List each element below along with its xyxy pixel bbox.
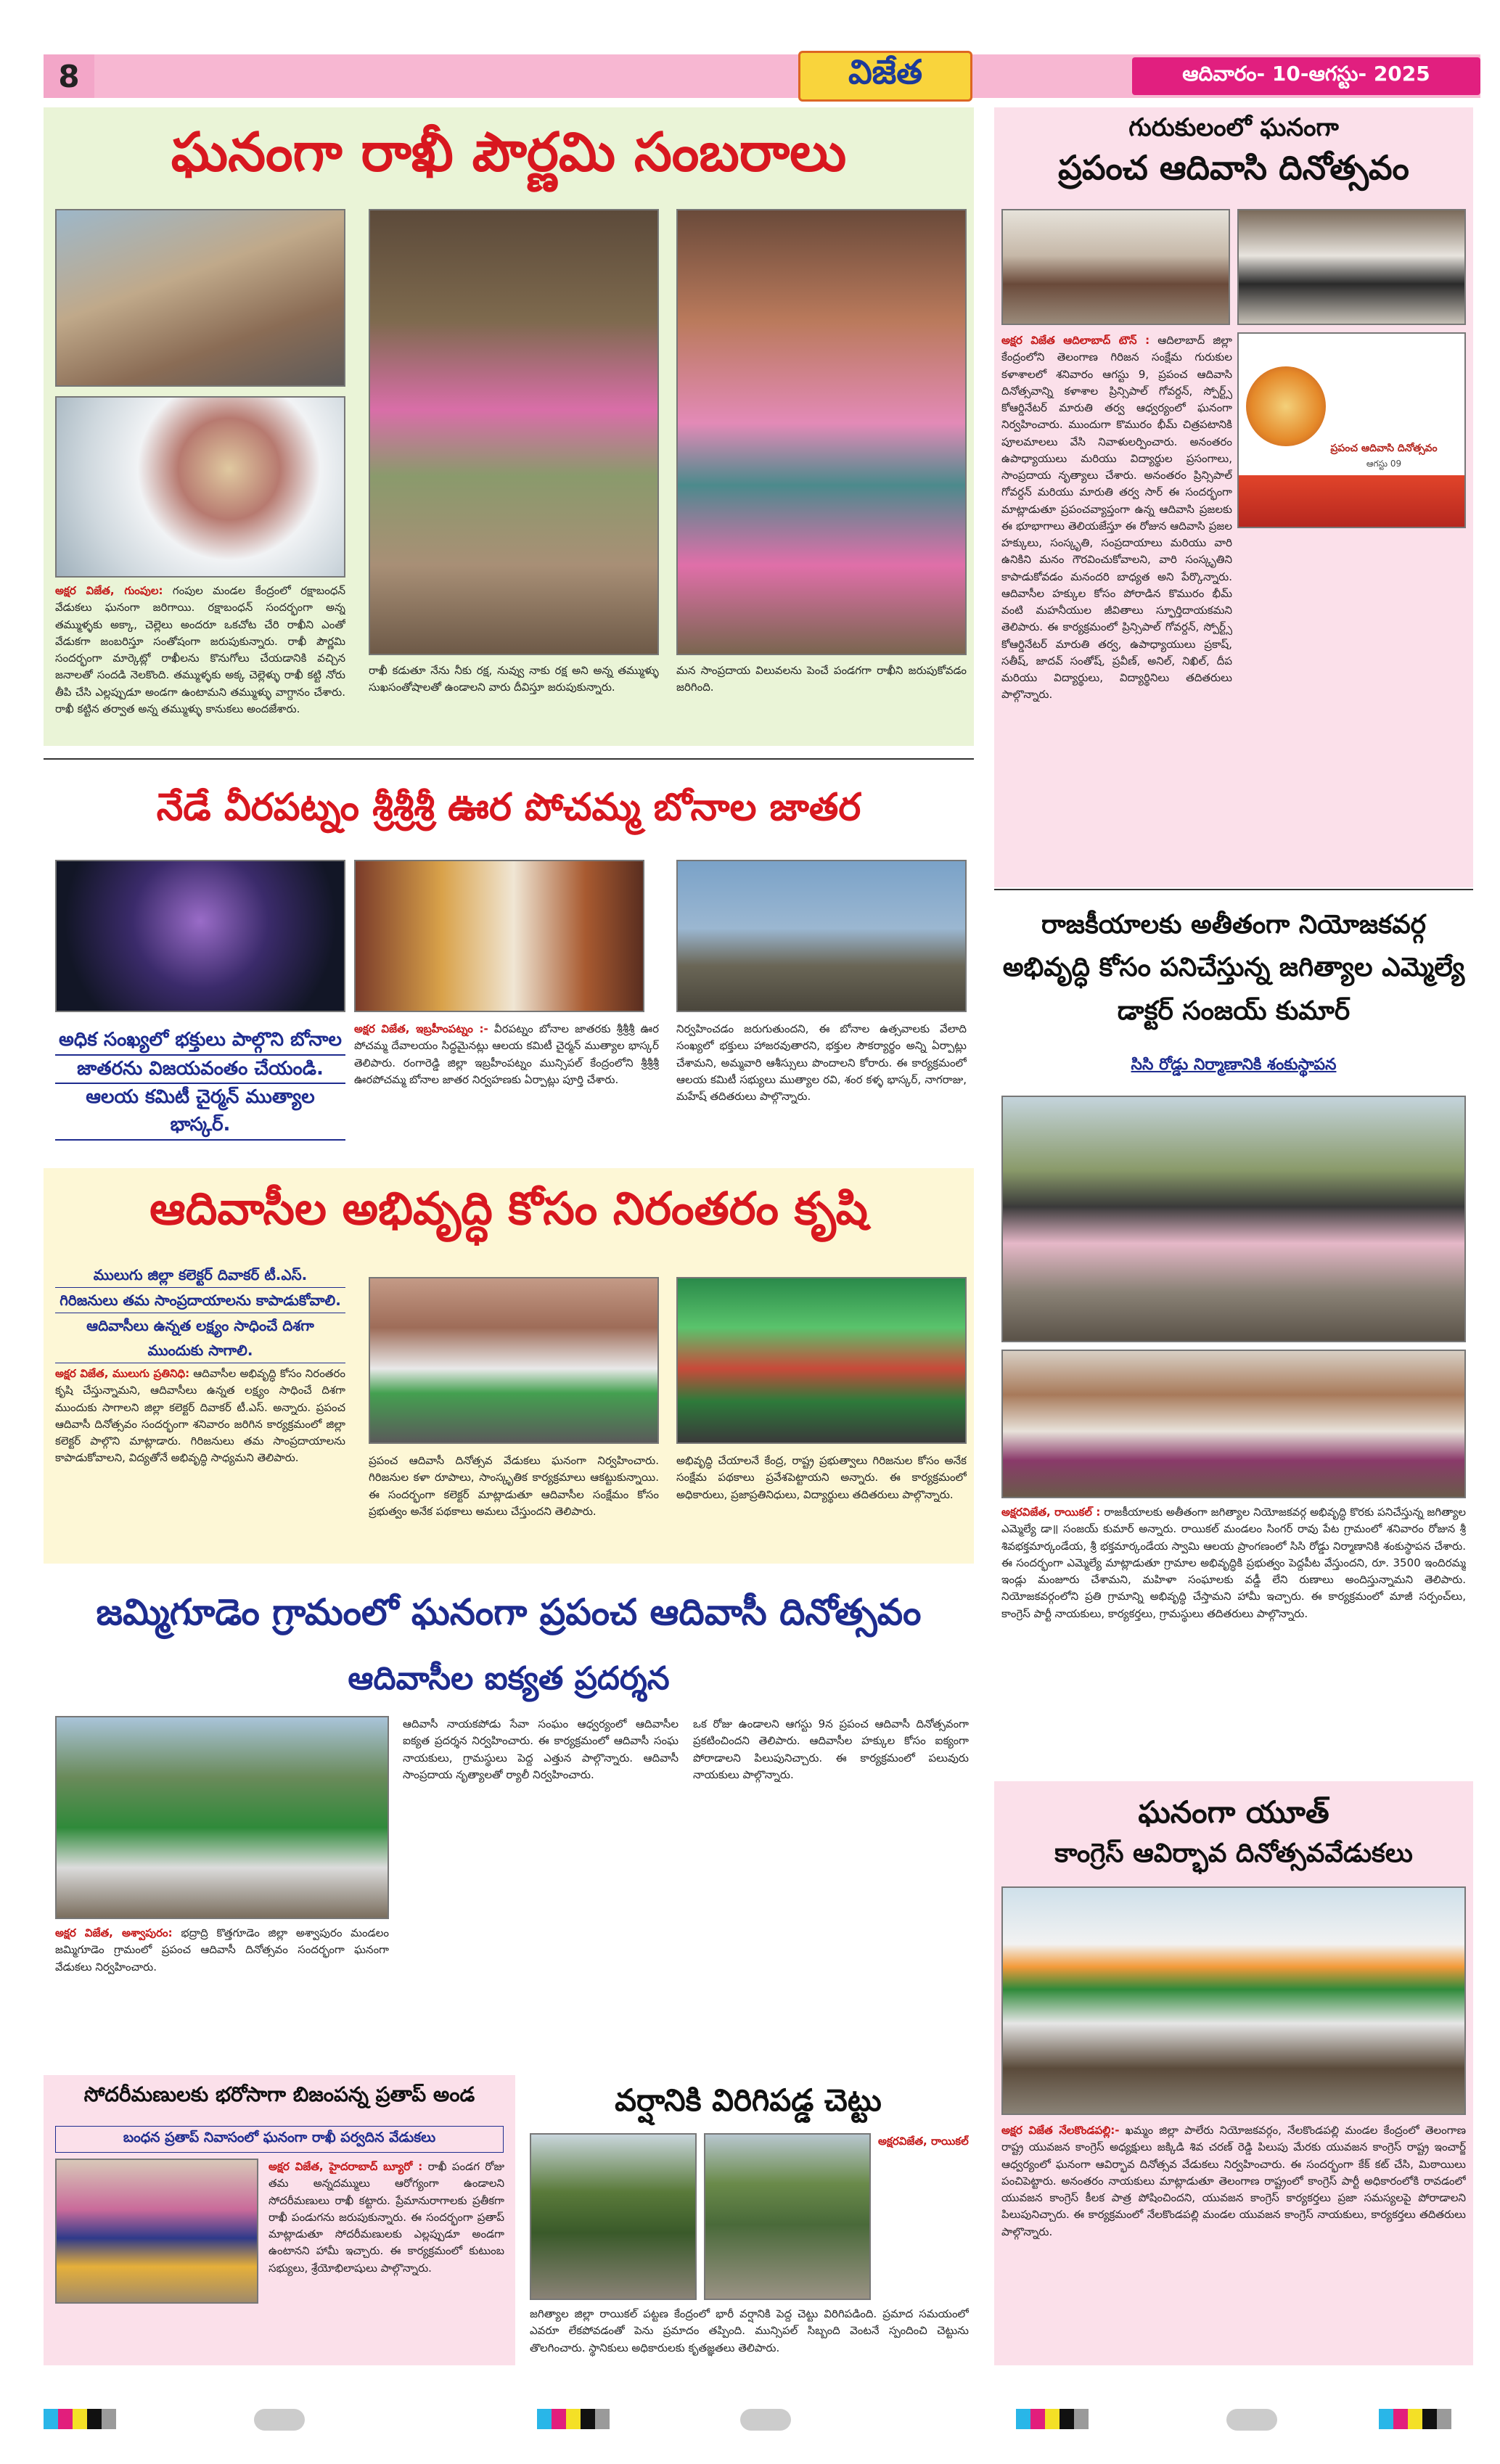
gurukulam-body [1001, 332, 1232, 880]
adivasi-dev-headline: ఆదివాసీల అభివృద్ధి కోసం నిరంతరం కృషి [149, 1182, 868, 1235]
bonalu-caption-line-1: అధిక సంఖ్యలో భక్తులు పాల్గొని బోనాల [55, 1027, 345, 1056]
bonalu-caption-line-2: జాతరను విజయవంతం చేయండి. [55, 1056, 345, 1085]
sodari-dateline: అక్షర విజేత, హైదరాబాద్ బ్యూరో : [269, 2160, 423, 2173]
jammigudem-body-text: భద్రాద్రి కొత్తగూడెం జిల్లా అశ్వాపురం మండలం జమ్మిగూడెం గ్రామంలో ప్రపంచ ఆదివాసీ దినోత్సవం సందర్భంగా ఘనంగా వేడుకలు నిర్వహించారు. [55, 1926, 389, 1974]
tree-headline: వర్షానికి విరిగిపడ్డ చెట్టు [615, 2082, 882, 2118]
jammigudem-body-col3: ఒక రోజు ఉండాలని ఆగస్టు 9న ప్రపంచ ఆదివాసీ దినోత్సవంగా ప్రకటించిందని తెలిపారు. ఆదివాసీల హక్కుల కోసం ఐక్యంగా పోరాడాలని పిలుపునిచ్చారు. ఈ కార్యక్రమంలో పలువురు నాయకులు పాల్గొన్నారు. [693, 1717, 969, 1781]
adivasi-dev-photo-dance [676, 1277, 967, 1444]
color-bar-4 [1379, 2409, 1451, 2432]
rakhi-body-col3: మన సాంప్రదాయ విలువలను పెంచే పండగగా రాఖీని జరుపుకోవడం జరిగింది. [676, 664, 967, 694]
rakhi-body-col2: రాఖీ కడుతూ నేను నీకు రక్ష, నువ్వు నాకు రక్ష అని అన్న తమ్ముళ్ళు సుఖసంతోషాలతో ఉండాలని వారు దీవిస్తూ జరుపుకున్నారు. [369, 664, 659, 694]
registration-pill [254, 2409, 305, 2431]
youth-article [994, 1781, 1473, 2365]
sodari-article [44, 2075, 515, 2365]
adivasi-dev-body-text: ఆదివాసీల అభివృద్ధి కోసం నిరంతరం కృషి చేస్తున్నామని, ఆదివాసీలు ఉన్నత లక్ష్యం సాధించే దిశగా ముందుకు సాగాలని జిల్లా కలెక్టర్ దివాకర్ టీ.ఎస్. అన్నారు. ప్రపంచ ఆదివాసీ దినోత్సవం సందర్భంగా శనివారం జరిగిన కార్యక్రమంలో జిల్లా కలెక్టర్ పాల్గొని మాట్లాడారు. గిరిజనులు తమ సాంప్రదాయాలను కాపాడుకోవాలని, విద్యతోనే అభివృద్ధి సాధ్యమని తెలిపారు. [55, 1367, 345, 1465]
rakhi-article [44, 107, 974, 746]
divider [994, 889, 1473, 890]
gurukulam-photo-banner [1237, 332, 1466, 528]
rakhi-dateline: అక్షర విజేత, గుంపుల: [55, 584, 163, 597]
jammigudem-article [44, 1571, 974, 2075]
bonalu-headline: నేడే వీరపట్నం శ్రీశ్రీశ్రీ ఊర పోచమ్మ బోనాల జాతర [156, 786, 861, 829]
bonalu-caption-line-3: ఆలయ కమిటీ చైర్మన్ ముత్యాల భాస్కర్. [55, 1084, 345, 1140]
gurukulam-headline-1: గురుకులంలో ఘనంగా [1128, 113, 1339, 142]
color-bar-1 [44, 2409, 116, 2432]
sodari-body [269, 2159, 504, 2358]
color-bar-3 [1016, 2409, 1089, 2432]
gurukulam-headline-2: ప్రపంచ ఆదివాసి దినోత్సవం [1058, 148, 1409, 187]
youth-body-text: ఖమ్మం జిల్లా పాలేరు నియోజకవర్గం, నేలకొండపల్లి మండల కేంద్రంలో తెలంగాణ రాష్ట్ర యువజన కాంగ్రెస్ అధ్యక్షులు జక్కిడి శివ చరణ్ రెడ్డి పిలుపు మేరకు యువజన కాంగ్రెస్ రాష్ట్ర ఇంచార్జ్ ఆధ్వర్యంలో ఘనంగా ఆవిర్భావ దినోత్సవ వేడుకలు నిర్వహించారు. ఈ సందర్భంగా కేక్ కట్ చేసి, మిఠాయిలు పంచిపెట్టారు. అనంతరం నాయకులు మాట్లాడుతూ తెలంగాణ రాష్ట్రంలో కాంగ్రెస్ పార్టీ అధికారంలోకి రావడంలో యువజన కాంగ్రెస్ కీలక పాత్ర పోషించిందని, యువజన కాంగ్రెస్ కార్యకర్తలు ప్రజా సమస్యలపై పోరాడాలని పిలుపునిచ్చారు. ఈ కార్యక్రమంలో నేలకొండపల్లి మండల యువజన కాంగ్రెస్ నాయకులు, కార్యకర్తలు తదితరులు పాల్గొన్నారు. [1001, 2124, 1466, 2238]
rakhi-headline: ఘనంగా రాఖీ పౌర్ణమి సంబరాలు [171, 121, 847, 184]
bonalu-article [44, 758, 974, 1165]
divider [44, 758, 974, 760]
sodari-headline: సోదరీమణులకు భరోసాగా బిజంపన్న ప్రతాప్ అండ [83, 2082, 475, 2106]
youth-headline-2: కాంగ్రెస్ ఆవిర్భావ దినోత్సవవేడుకలు [1054, 1839, 1413, 1868]
jammigudem-body-col2: ఆదివాసీ నాయకపోడు సేవా సంఘం ఆధ్వర్యంలో ఆదివాసీల ఐక్యత ప్రదర్శన నిర్వహించారు. ఈ కార్యక్రమంలో ఆదివాసీ సంఘ నాయకులు, గ్రామస్థులు పెద్ద ఎత్తున పాల్గొన్నారు. ఆదివాసీ సాంప్రదాయ నృత్యాలతో ర్యాలీ నిర్వహించారు. [403, 1717, 679, 1781]
adivasi-dev-subheads [55, 1262, 345, 1363]
adivasi-dev-article [44, 1168, 974, 1564]
bonalu-photo-temple [676, 860, 967, 1012]
gurukulam-body-text: ఆదిలాబాద్ జిల్లా కేంద్రంలోని తెలంగాణ గిరిజన సంక్షేమ గురుకుల కళాశాలలో శనివారం ఆగస్టు 9, ప్రపంచ ఆదివాసి దినోత్సవాన్ని కళాశాల ప్రిన్సిపాల్ గోవర్దన్, స్పోర్ట్స్ కోఆర్డినేటర్ మారుతి తర్వ ఆధ్వర్యంలో ఘనంగా నిర్వహించారు. ముందుగా కొమురం భీమ్ చిత్రపటానికి పూలమాలలు వేసి నివాళులర్పించారు. అనంతరం ఉపాధ్యాయులు మరియు విద్యార్థుల ప్రసంగాలు, సాంప్రదాయ నృత్యాలు చేశారు. అనంతరం ప్రిన్సిపాల్ గోవర్దన్ మరియు మారుతి తర్వ సార్ ఈ సందర్భంగా మాట్లాడుతూ ప్రపంచవ్యాప్తంగా ఉన్న ఆదివాసి ప్రజలకు ఈ భూభాగాలు తెలియజేస్తూ ఈ రోజున ఆదివాసి ప్రజల హక్కులు, సంస్కృతి, సంప్రదాయాలు మరియు వారి ఉనికిని మనం గౌరవించుకోవాలని, వారి సంస్కృతిని కాపాడుకోవడం మనందరి బాధ్యత అని పేర్కొన్నారు. ఆదివాసీల హక్కుల కోసం పోరాడిన కొమురం భీమ్ వంటి మహనీయుల జీవితాలు స్ఫూర్తిదాయకమని తెలిపారు. ఈ కార్యక్రమంలో ప్రిన్సిపాల్ గోవర్దన్, స్పోర్ట్స్ కోఆర్డినేటర్ మారుతి తర్వ, ఉపాధ్యాయులు ప్రకాష్, సతీష్, జాదవ్ సంతోష్, ప్రవీణ్, అనిల్, నిఖిల్, దీప మరియు విద్యార్థులు, విద్యార్థినిలు తదితరులు పాల్గొన్నారు. [1001, 334, 1232, 702]
youth-dateline: అక్షర విజేత నేలకొండపల్లి:- [1001, 2124, 1120, 2137]
bonalu-body-col1 [354, 1021, 659, 1159]
bonalu-photo-arch [55, 860, 345, 1012]
rakhi-body-text: గంపుల మండల కేంద్రంలో రక్షాబంధన్ వేడుకలు ఘనంగా జరిగాయి. రక్షాబంధన్ సందర్భంగా అన్న తమ్ముళ్ళకు అక్కా, చెల్లెలు అందరూ ఒకచోట చేరి రాఖీని ఎంతో వేడుకగా జంబరిస్తూ సంతోషంగా జరుపుకున్నారు. రాఖీ పౌర్ణమి సందర్భంగా మార్కెట్లో రాఖీలను కొనుగోలు చేయడానికి వచ్చిన జనాలతో సందడి నెలకొంది. తమ్ముళ్ళకు అక్క చెల్లెళ్ళు రాఖీ కట్టి నోరు తీపి చేసి ఎల్లప్పుడూ అండగా ఉంటామని తమ్ముళ్ళు వాగ్దానం చేశారు. రాఖీ కట్టిన తర్వాత అన్న తమ్ముళ్ళు కానుకలు అందజేశారు. [55, 584, 345, 715]
rakhi-photo-family-2 [676, 209, 967, 655]
rakhi-photo-market [55, 209, 345, 387]
rakhi-photo-family-1 [369, 209, 659, 655]
adivasi-dev-body-col3: అభివృద్ధి చేయాలనే కేంద్ర, రాష్ట్ర ప్రభుత్వాలు గిరిజనుల కోసం అనేక సంక్షేమ పథకాలు ప్రవేశపెట్టాయని అన్నారు. ఈ కార్యక్రమంలో అధికారులు, ప్రజాప్రతినిధులు, విద్యార్థులు తదితరులు పాల్గొన్నారు. [676, 1454, 967, 1501]
jagtial-subhead: సిసి రోడ్డు నిర్మాణానికి శంకుస్థాపన [1131, 1056, 1337, 1074]
bonalu-body-text: వీరపట్నం బోనాల జాతరకు శ్రీశ్రీశ్రీ ఊర పోచమ్మ దేవాలయం సిద్ధమైనట్లు ఆలయ కమిటీ చైర్మన్ ముత్యాల భాస్కర్ తెలిపారు. రంగారెడ్డి జిల్లా ఇబ్రహీంపట్నం మున్సిపల్ కేంద్రంలోని శ్రీశ్రీశ్రీ ఊరపోచమ్మ బోనాల జాతర నిర్వహణకు ఏర్పాట్లు పూర్తి చేశారు. [354, 1022, 659, 1086]
jagtial-body [1001, 1504, 1466, 1769]
footer-registration-marks [44, 2409, 1480, 2438]
adivasi-dev-body-col2: ప్రపంచ ఆదివాసీ దినోత్సవ వేడుకలు ఘనంగా నిర్వహించారు. గిరిజనుల కళా రూపాలు, సాంస్కృతిక కార్యక్రమాలు ఆకట్టుకున్నాయి. ఈ సందర్భంగా కలెక్టర్ మాట్లాడుతూ ఆదివాసీల సంక్షేమం కోసం ప్రభుత్వం అనేక పథకాలు అమలు చేస్తుందని తెలిపారు. [369, 1454, 659, 1518]
registration-pill [1226, 2409, 1277, 2431]
youth-photo [1001, 1886, 1466, 2115]
gurukulam-banner-circle [1246, 366, 1326, 446]
jammigudem-photo [55, 1716, 389, 1919]
adivasi-dev-sub-4: ముందుకు సాగాలి. [55, 1338, 345, 1363]
tree-photo-1 [530, 2133, 697, 2300]
tree-dateline: అక్షరవిజేత, రాయికల్ [878, 2135, 969, 2148]
registration-pill [740, 2409, 791, 2431]
adivasi-dev-sub-1: ములుగు జిల్లా కలెక్టర్ దివాకర్ టీ.ఎస్. [55, 1262, 345, 1288]
jagtial-photo-meeting [1001, 1350, 1466, 1498]
gurukulam-dateline: అక్షర విజేత ఆదిలాబాద్ టౌన్ : [1001, 334, 1150, 347]
jagtial-dateline: అక్షరవిజేత, రాయికల్ : [1001, 1506, 1101, 1519]
jammigudem-dateline: అక్షర విజేత, అశ్వాపురం: [55, 1926, 173, 1939]
sodari-photo [55, 2159, 258, 2304]
bonalu-caption [55, 1027, 345, 1141]
adivasi-dev-body-col1 [55, 1366, 345, 1558]
masthead-logo: విజేత [798, 51, 972, 102]
rakhi-body-col1 [55, 583, 345, 739]
sodari-body-text: రాఖీ పండగ రోజు తమ అన్నదమ్ములు ఆరోగ్యంగా ఉండాలని సోదరీమణులు రాఖీ కట్టారు. ప్రేమానురాగాలకు ప్రతీకగా రాఖీ పండుగను జరుపుకున్నారు. ఈ సందర్భంగా ప్రతాప్ మాట్లాడుతూ సోదరీమణులకు ఎల్లప్పుడూ అండగా ఉంటానని హామీ ఇచ్చారు. ఈ కార్యక్రమంలో కుటుంబ సభ్యులు, శ్రేయోభిలాషులు పాల్గొన్నారు. [269, 2160, 504, 2275]
bonalu-dateline: అక్షర విజేత, ఇబ్రహీంపట్నం :- [354, 1022, 488, 1035]
gurukulam-banner-date: ఆగస్టు 09 [1366, 459, 1402, 469]
gurukulam-banner-text: ప్రపంచ ఆదివాసి దినోత్సవం [1330, 443, 1438, 454]
youth-body [1001, 2122, 1466, 2362]
page-header [44, 54, 1480, 98]
gurukulam-photo-students [1237, 209, 1466, 325]
adivasi-dev-photo-rally [369, 1277, 659, 1444]
jagtial-body-text: రాజకీయాలకు అతీతంగా జగిత్యాల నియోజకవర్గ అభివృద్ధి కొరకు పనిచేస్తున్న జగిత్యాల ఎమ్మెల్యే డా॥ సంజయ్ కుమార్ అన్నారు. రాయికల్ మండలం సింగర్ రావు పేట గ్రామంలో శనివారం రోజున శ్రీ శివభక్తమార్కండేయ, శ్రీ భక్తమార్కండేయ స్వామి ఆలయ ప్రాంగణంలో సిసి రోడ్డు నిర్మాణానికి శంకుస్థాపన చేశారు. ఈ సందర్భంగా ఎమ్మెల్యే మాట్లాడుతూ గ్రామాల అభివృద్ధికి ప్రభుత్వం పెద్దపీట వేస్తుందని, రూ. 3500 ఇందిరమ్మ ఇండ్లు మంజూరు చేశామని, మహిళా సంఘాలకు వడ్డీ లేని రుణాలు అందిస్తున్నామని తెలిపారు. నియోజకవర్గంలోని ప్రతి గ్రామాన్ని అభివృద్ధి చేస్తామని హామీ ఇచ్చారు. ఈ కార్యక్రమంలో మాజీ సర్పంచ్‌లు, కాంగ్రెస్ పార్టీ నాయకులు, కార్యకర్తలు, గ్రామస్థులు తదితరులు పాల్గొన్నారు. [1001, 1506, 1466, 1620]
color-bar-2 [537, 2409, 610, 2432]
bonalu-body-col2: నిర్వహించడం జరుగుతుందని, ఈ బోనాల ఉత్సవాలకు వేలాది సంఖ్యలో భక్తులు హాజరవుతారని, భక్తుల సౌకర్యార్థం అన్ని ఏర్పాట్లు చేశామని, అమ్మవారి ఆశీస్సులు పొందాలని కోరారు. ఈ కార్యక్రమంలో ఆలయ కమిటీ సభ్యులు ముత్యాల రవి, శంర కళ్ళ భాస్కర్, నాగరాజు, మహేష్ తదితరులు పాల్గొన్నారు. [676, 1022, 967, 1103]
gurukulam-photo-hall [1001, 209, 1230, 325]
gurukulam-banner-dancers [1239, 475, 1466, 528]
jagtial-photo-foundation [1001, 1096, 1466, 1342]
jammigudem-body-col1 [55, 1925, 389, 2005]
jagtial-article [994, 889, 1473, 1774]
issue-date: ఆదివారం- 10-ఆగస్టు- 2025 [1132, 57, 1480, 95]
youth-headline-1: ఘనంగా యూత్ [1138, 1794, 1329, 1830]
rakhi-photo-rakhi [55, 396, 345, 578]
sodari-subhead: బంధన ప్రతాప్ నివాసంలో ఘనంగా రాఖీ పర్వదిన వేడుకలు [55, 2126, 504, 2153]
jagtial-headline: రాజకీయాలకు అతీతంగా నియోజకవర్గ అభివృద్ధి కోసం పనిచేస్తున్న జగిత్యాల ఎమ్మెల్యే డాక్టర్ సంజయ్ కుమార్ [1002, 910, 1465, 1026]
adivasi-dev-sub-3: ఆదివాసీలు ఉన్నత లక్ష్యం సాధించే దిశగా [86, 1317, 314, 1334]
tree-body: జగిత్యాల జిల్లా రాయికల్ పట్టణ కేంద్రంలో భారీ వర్షానికి పెద్ద చెట్టు విరిగిపడింది. ప్రమాద సమయంలో ఎవరూ లేకపోవడంతో పెను ప్రమాదం తప్పింది. మున్సిపల్ సిబ్బంది వెంటనే స్పందించి చెట్టును తొలగించారు. స్థానికులు అధికారులకు కృతజ్ఞతలు తెలిపారు. [530, 2307, 969, 2354]
gurukulam-article [994, 107, 1473, 887]
jammigudem-headline: జమ్మిగూడెం గ్రామంలో ఘనంగా ప్రపంచ ఆదివాసీ దినోత్సవం [96, 1591, 922, 1633]
jammigudem-subhead: ఆదివాసీల ఐక్యత ప్రదర్శన [348, 1660, 670, 1697]
page-number: 8 [44, 54, 94, 98]
adivasi-dev-sub-2: గిరిజనులు తమ సాంప్రదాయాలను కాపాడుకోవాలి. [55, 1288, 345, 1313]
bonalu-photo-chairman [354, 860, 644, 1012]
tree-photo-2 [704, 2133, 871, 2300]
tree-article [522, 2075, 974, 2365]
adivasi-dev-dateline: అక్షర విజేత, ములుగు ప్రతినిధి: [55, 1367, 190, 1380]
